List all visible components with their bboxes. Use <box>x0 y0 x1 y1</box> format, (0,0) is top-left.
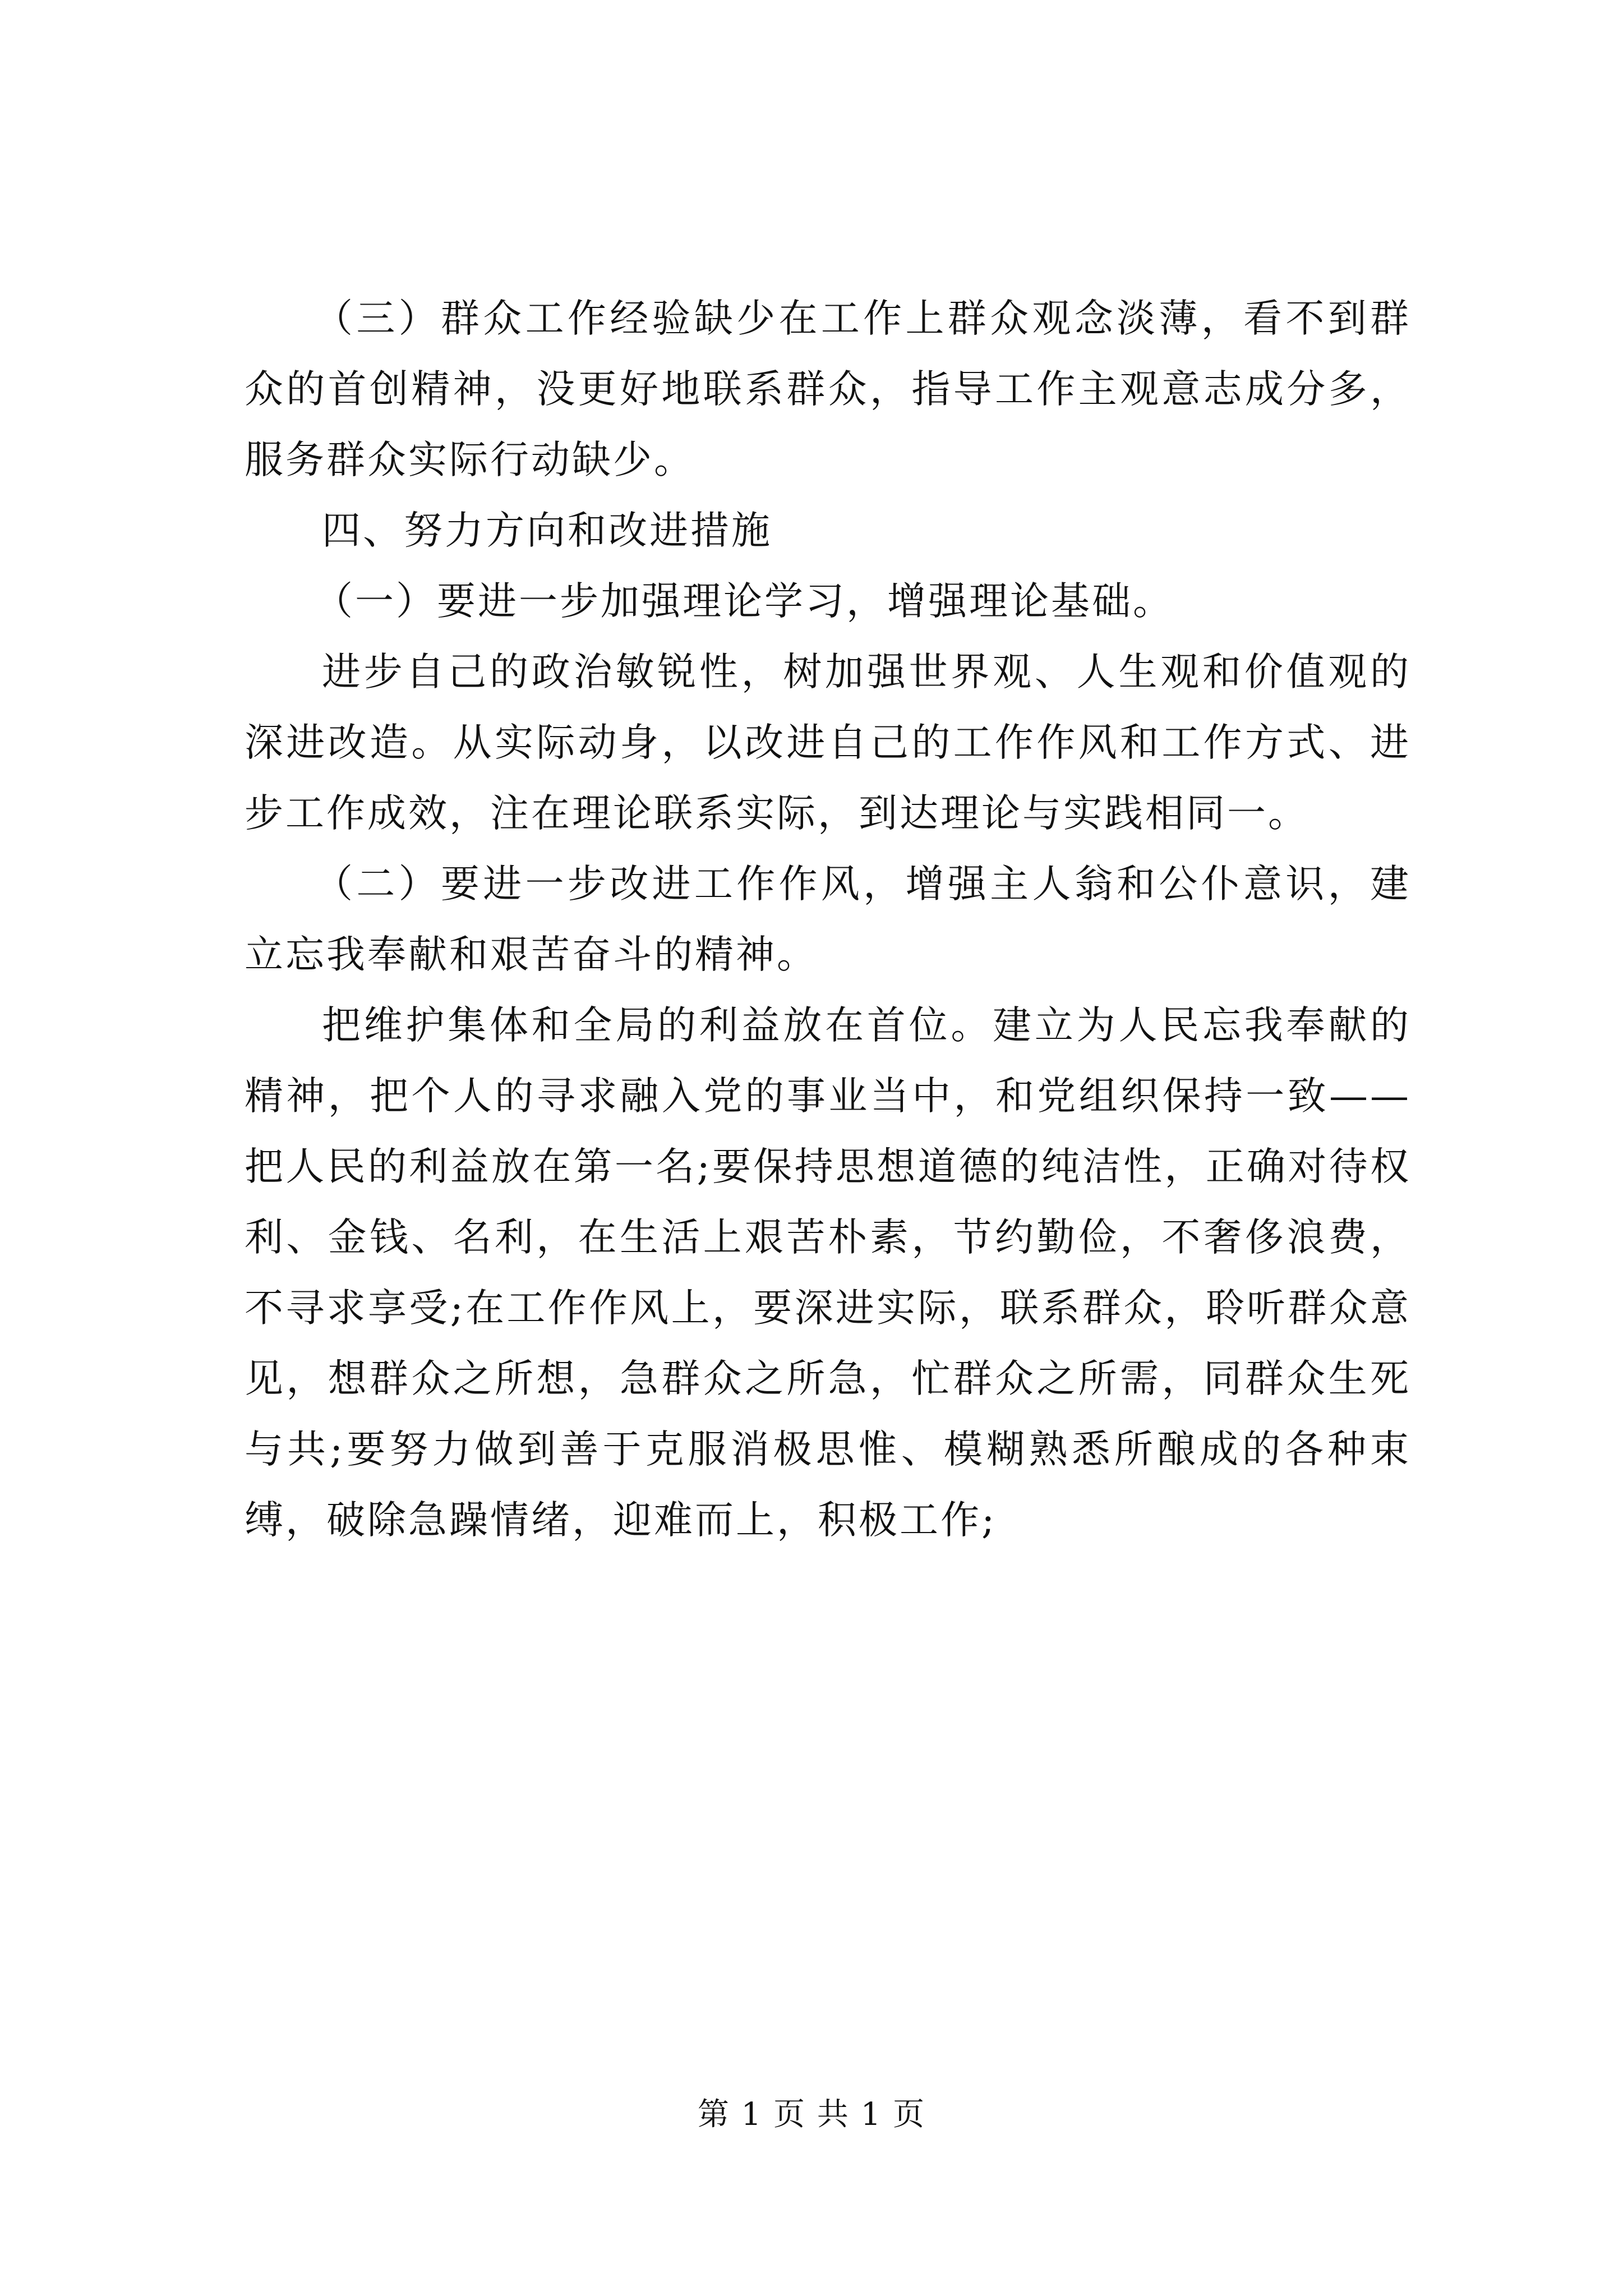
section-heading-improvement-measures: 四、努力方向和改进措施 <box>322 508 772 553</box>
paragraph-item-3-masses-work: （三）群众工作经验缺少在工作上群众观念淡薄，看不到群众的首创精神，没更好地联系群众，指导工作主观意志成分多，服务群众实际行动缺少。 <box>245 296 1411 482</box>
document-body <box>245 283 1411 1556</box>
subheading-theory-study: （一）要进一步加强理论学习，增强理论基础。 <box>314 579 1174 624</box>
subheading-work-style: （二）要进一步改进工作作风，增强主人翁和公仆意识，建立忘我奉献和艰苦奋斗的精神。 <box>245 862 1411 977</box>
page-footer: 第 1 页 共 1 页 <box>697 2096 926 2133</box>
paragraph-theory-study: 进步自己的政治敏锐性，树加强世界观、人生观和价值观的深进改造。从实际动身，以改进自己的工作作风和工作方式、进步工作成效，注在理论联系实际，到达理论与实践相同一。 <box>245 650 1411 836</box>
paragraph-work-style: 把维护集体和全局的利益放在首位。建立为人民忘我奉献的精神，把个人的寻求融入党的事业当中，和党组织保持一致——把人民的利益放在第一名;要保持思想道德的纯洁性，正确对待权利、金钱、名利，在生活上艰苦朴素，节约勤俭，不奢侈浪费，不寻求享受;在工作作风上，要深进实际，联系群众，聆听群众意见，想群众之所想，急群众之所急，忙群众之所需，同群众生死与共;要努力做到善于克服消极思惟、模糊熟悉所酿成的各种束缚，破除急躁情绪，迎难而上，积极工作; <box>245 1003 1411 1543</box>
